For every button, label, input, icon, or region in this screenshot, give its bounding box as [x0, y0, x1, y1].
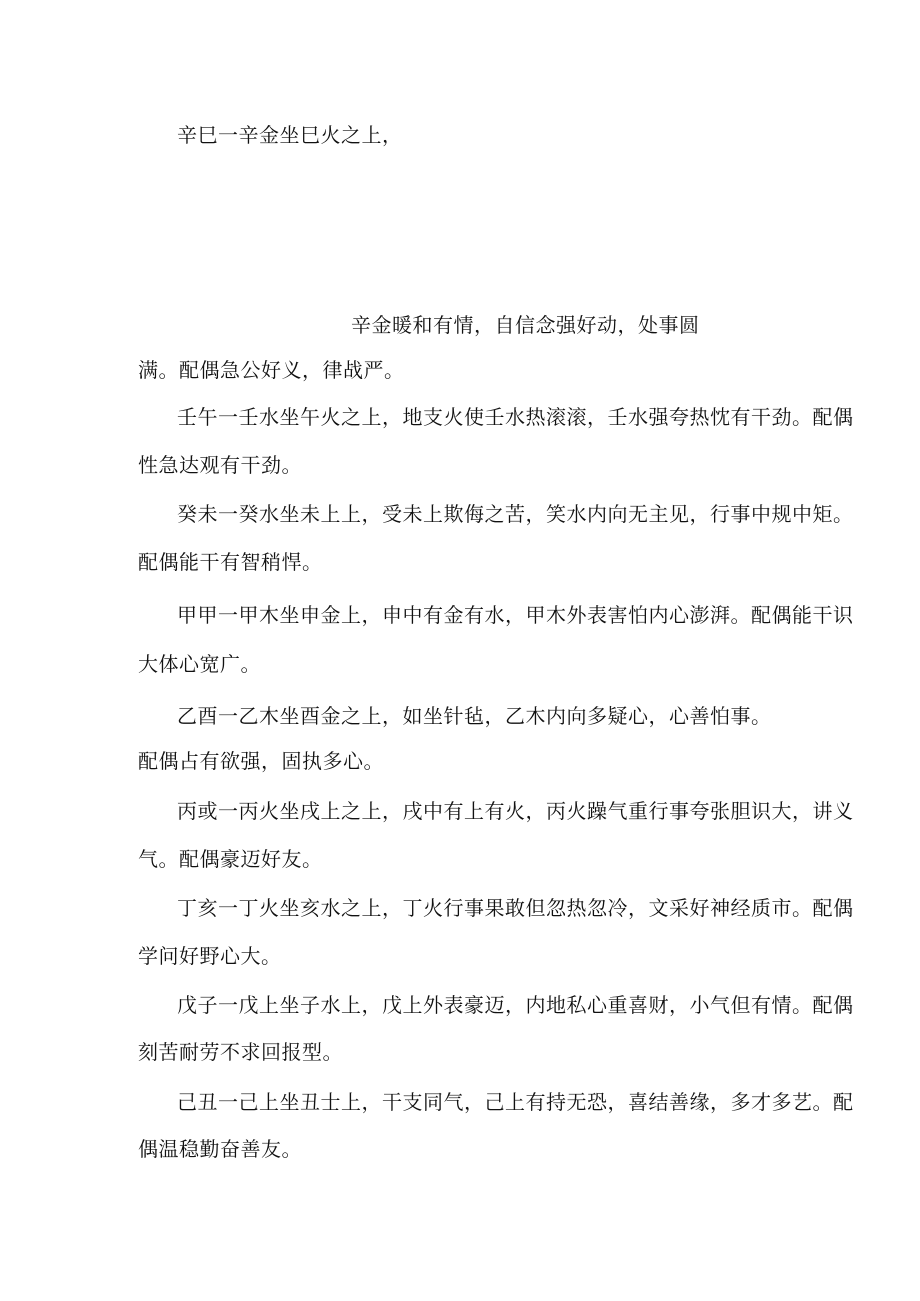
text-line: 配偶能干有智稍悍。	[138, 550, 323, 574]
text-line: 丙或一丙火坐戌上之上，戌中有上有火，丙火躁气重行事夸张胆识大，讲义	[177, 799, 854, 823]
text-line: 辛巳一辛金坐巳火之上，	[177, 123, 403, 147]
text-line: 性急达观有干劲。	[138, 453, 302, 477]
text-line: 癸未一癸水坐未上上，受未上欺侮之苦，笑水内向无主见，行事中规中矩。	[177, 502, 854, 526]
text-line: 戊子一戊上坐子水上，戊上外表豪迈，内地私心重喜财，小气但有情。配偶	[177, 993, 854, 1017]
text-line: 辛金暖和有情，自信念强好动，处事圆	[351, 313, 700, 337]
text-line: 学问好野心大。	[138, 944, 282, 968]
text-line: 丁亥一丁火坐亥水之上，丁火行事果敢但忽热忽冷，文采好神经质市。配偶	[177, 896, 854, 920]
text-line: 刻苦耐劳不求回报型。	[138, 1040, 343, 1064]
text-line: 乙酉一乙木坐酉金之上，如坐针毡，乙木内向多疑心，心善怕事。	[177, 704, 772, 728]
text-line: 偶温稳勤奋善友。	[138, 1137, 302, 1161]
text-line: 甲甲一甲木坐申金上，申中有金有水，甲木外表害怕内心澎湃。配偶能干识	[177, 603, 854, 627]
text-line: 配偶占有欲强，固执多心。	[138, 749, 384, 773]
text-line: 己丑一己上坐丑士上，干支同气，己上有持无恐，喜结善缘，多才多艺。配	[177, 1090, 854, 1114]
text-line: 满。配偶急公好义，律战严。	[138, 358, 405, 382]
text-line: 壬午一壬水坐午火之上，地支火使壬水热滚滚，壬水强夸热忱有干劲。配偶	[177, 405, 854, 429]
text-line: 大体心宽广。	[138, 652, 261, 676]
text-line: 气。配偶豪迈好友。	[138, 847, 323, 871]
